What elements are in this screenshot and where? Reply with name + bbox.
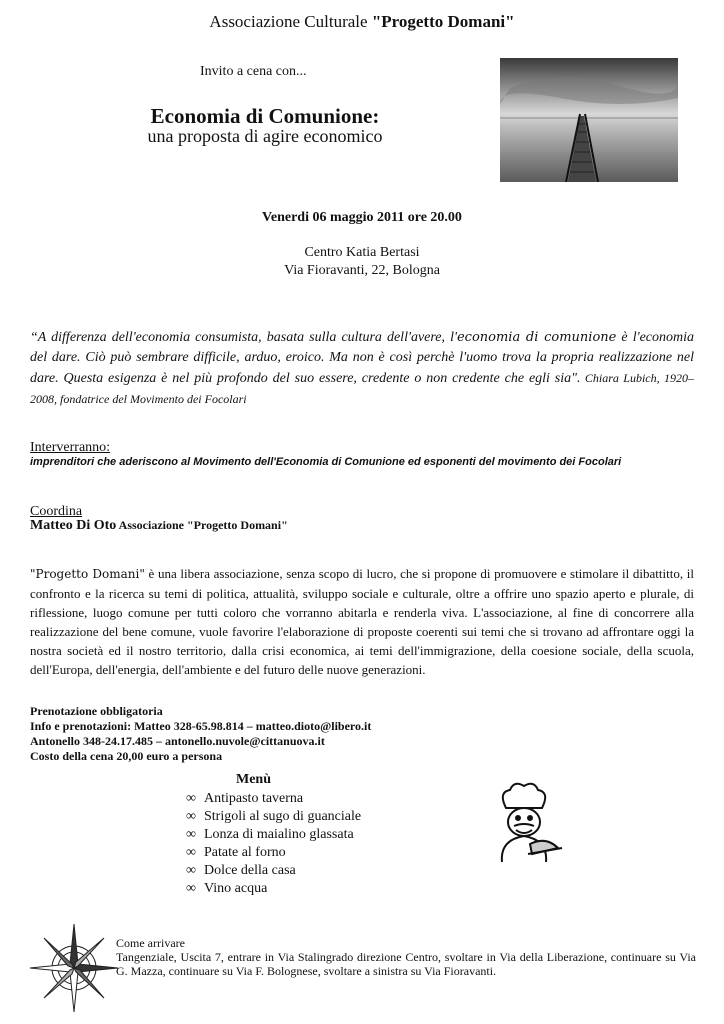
association-description: "Progetto Domani" è una libera associazione, senza scopo di lucro, che si propone di promuovere e stimolare il dibattitto, il confronto e la ricerca su temi di politica, attualità, sviluppo sociale e culturale, oltre a offrire uno spazio aperto e plurale, di riflessione, luogo comune per tutti coloro che vorranno abitarla e renderla viva. L'associazione, al fine di concorrere alla realizzazione del bene comune, vuole favorire l'elaborazione di proposte coerenti sui temi che si trovano ad affrontare oggi la nostra società ed il nostro territorio, dalla crisi economica, ai temi dell'immigrazione, della coesione sociale, della scuola, dell'Europa, dell'energia, dell'ambiente e del futuro delle nuove generazioni.	[30, 566, 694, 677]
moderator-label: Coordina	[30, 504, 83, 519]
booking-contact-antonello: Antonello 348-24.17.485 – antonello.nuvole@cittanuova.it	[30, 734, 325, 748]
dinner-cost: Costo della cena 20,00 euro a persona	[30, 749, 223, 763]
menu-item: ∞ Dolce della casa	[186, 863, 296, 878]
pier-photo-icon	[500, 58, 678, 186]
menu-item: ∞ Vino acqua	[186, 881, 268, 896]
speakers-text: imprenditori che aderiscono al Movimento dell'Economia di Comunione ed esponenti del movimento dei Focolari	[30, 456, 622, 468]
menu-item: ∞ Antipasto taverna	[186, 791, 304, 806]
quote-block: “A differenza dell'economia consumista, basata sulla cultura dell'avere, l'economia di comunione è l'economia del dare. Ciò può sembrare difficile, arduo, eroico. Ma non è così perchè l'uomo trova la propria realizzazione nel dare. Questa esigenza è nel più profondo del suo essere, credente o non credente che egli sia". Chiara Lubich, 1920–2008, fondatrice del Movimento dei Focolari	[30, 330, 695, 406]
chef-icon	[478, 778, 568, 868]
venue-name: Centro Katia Bertasi	[304, 245, 420, 260]
event-title: Economia di Comunione:	[150, 104, 380, 128]
description-name: "Progetto Domani"	[30, 567, 145, 581]
event-subtitle: una proposta di agire economico	[147, 126, 383, 146]
event-venue	[0, 244, 724, 280]
infinity-bullet-icon: ∞	[186, 863, 196, 878]
quote-attribution: Chiara Lubich, 1920–2008, fondatrice del Movimento dei Focolari	[30, 371, 694, 406]
booking-info	[30, 704, 371, 764]
infinity-bullet-icon: ∞	[186, 845, 196, 860]
infinity-bullet-icon: ∞	[186, 827, 196, 842]
directions-text: Tangenziale, Uscita 7, entrare in Via Stalingrado direzione Centro, svoltare in Via della Liberazione, continuare su Via G. Mazza, continuare su Via F. Bolognese, svoltare a sinistra su Via Fioravanti.	[116, 950, 696, 978]
association-name: "Progetto Domani"	[371, 12, 515, 31]
booking-contact-matteo: Info e prenotazioni: Matteo 328-65.98.814 – matteo.dioto@libero.it	[30, 719, 372, 733]
directions	[116, 936, 696, 978]
directions-label: Come arrivare	[116, 936, 185, 950]
infinity-bullet-icon: ∞	[186, 791, 196, 806]
event-date: Venerdi 06 maggio 2011 ore 20.00	[262, 210, 462, 225]
venue-address: Via Fioravanti, 22, Bologna	[284, 263, 440, 278]
menu-item: ∞ Lonza di maialino glassata	[186, 827, 354, 842]
infinity-bullet-icon: ∞	[186, 881, 196, 896]
speakers-label: Interverranno:	[30, 440, 111, 455]
quote-highlight: economia di comunione	[456, 330, 617, 345]
compass-rose-icon	[28, 922, 120, 1014]
menu-list	[186, 790, 361, 898]
association-header: Associazione Culturale "Progetto Domani"	[209, 12, 515, 31]
invitation-line: Invito a cena con...	[200, 64, 307, 79]
menu-item: ∞ Strigoli al sugo di guanciale	[186, 809, 362, 824]
infinity-bullet-icon: ∞	[186, 809, 196, 824]
booking-required: Prenotazione obbligatoria	[30, 704, 163, 718]
menu-item: ∞ Patate al forno	[186, 845, 286, 860]
moderator-name: Matteo Di Oto Associazione "Progetto Domani"	[30, 518, 288, 533]
menu-title: Menù	[236, 772, 271, 787]
